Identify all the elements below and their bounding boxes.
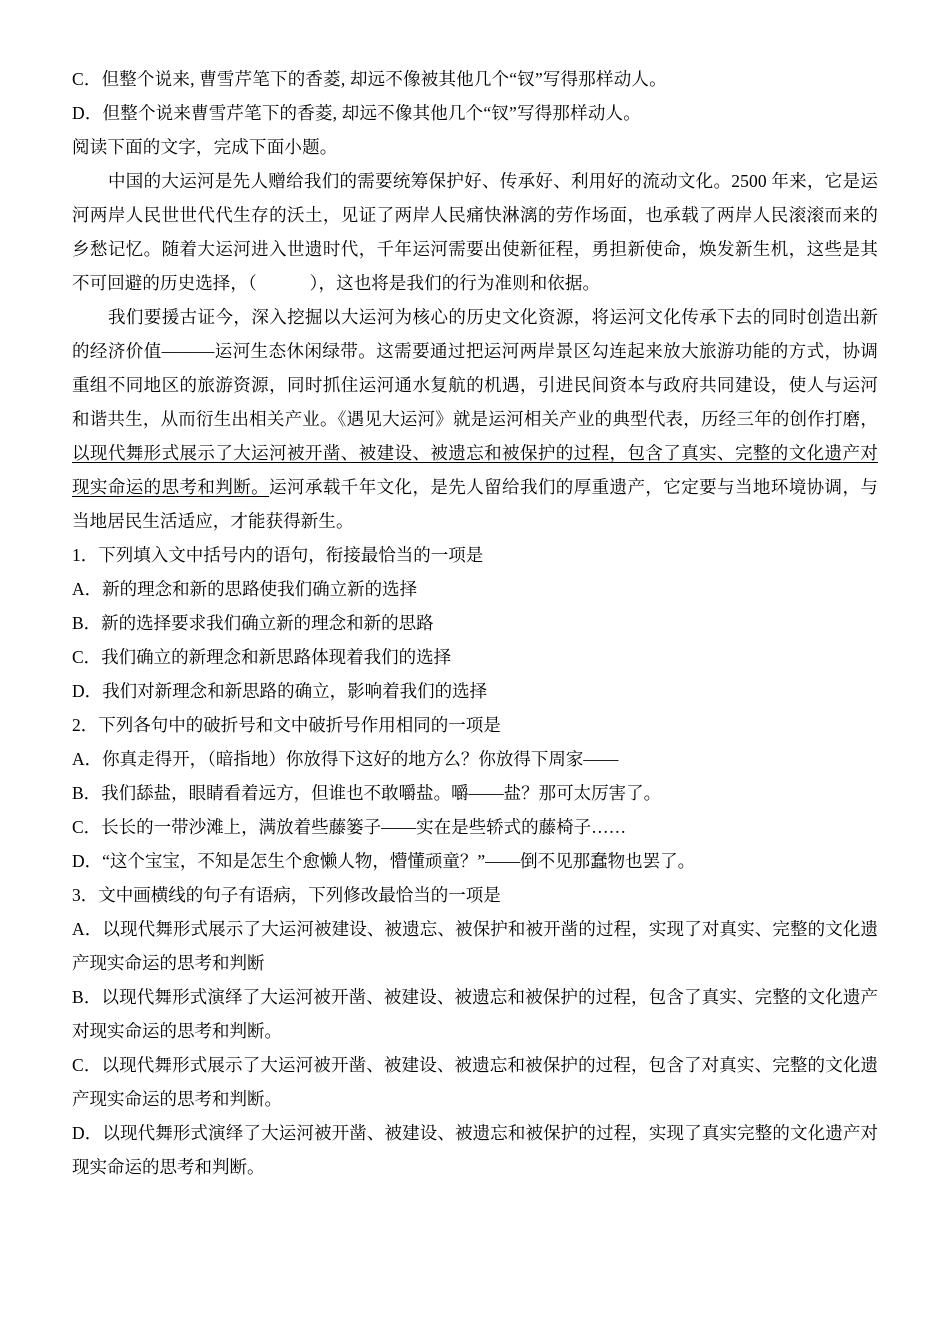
top-option-d: D．但整个说来曹雪芹笔下的香菱, 却远不像其他几个“钗”写得那样动人。 — [72, 103, 641, 123]
passage-paragraph-2 — [72, 300, 878, 538]
question-1-option-a: A．新的理念和新的思路使我们确立新的选择 — [72, 579, 418, 599]
question-2-option-a: A．你真走得开，（暗指地）你放得下这好的地方么？你放得下周家—— — [72, 749, 619, 769]
reading-instruction: 阅读下面的文字，完成下面小题。 — [72, 137, 338, 157]
question-1-stem — [72, 538, 878, 572]
top-option-c: C．但整个说来, 曹雪芹笔下的香菱, 却远不像被其他几个“钗”写得那样动人。 — [72, 69, 667, 89]
question-2-option-d: D．“这个宝宝，不知是怎生个愈懒人物，懵懂顽童？”——倒不见那蠢物也罢了。 — [72, 851, 696, 871]
passage-paragraph-2-after: 运河承载千年文化，是先人留给我们的厚重遗产，它定要与当地环境协调，与当地居民生活适应，才能获得新生。 — [72, 477, 878, 531]
question-3-option-d: D．以现代舞形式演绎了大运河被开凿、被建设、被遗忘和被保护的过程，实现了真实完整的文化遗产对现实命运的思考和判断。 — [72, 1123, 878, 1177]
passage-paragraph-1: 中国的大运河是先人赠给我们的需要统筹保护好、传承好、利用好的流动文化。2500 年来，它是运河两岸人民世世代代生存的沃土，见证了两岸人民痛快淋漓的劳作场面，也承载了两岸人民滚滚而来的乡愁记忆。随着大运河进入世遗时代，千年运河需要出使新征程，勇担新使命，焕发新生机，这些是其不可回避的历史选择，（ ），这也将是我们的行为准则和依据。 — [72, 171, 878, 293]
passage-paragraph-2-before: 我们要援古证今，深入挖掘以大运河为核心的历史文化资源，将运河文化传承下去的同时创造出新的经济价值———运河生态休闲绿带。这需要通过把运河两岸景区勾连起来放大旅游功能的方式，协调重组不同地区的旅游资源，同时抓住运河通水复航的机遇，引进民间资本与政府共同建设，使人与运河和谐共生，从而衍生出相关产业。《遇见大运河》就是运河相关产业的典型代表，历经三年的创作打磨， — [72, 307, 878, 429]
question-1-number: 1． — [72, 545, 99, 565]
question-3-option-a: A．以现代舞形式展示了大运河被建设、被遗忘、被保护和被开凿的过程，实现了对真实、完整的文化遗产现实命运的思考和判断 — [72, 919, 878, 973]
question-2-text: 下列各句中的破折号和文中破折号作用相同的一项是 — [98, 715, 501, 735]
question-1-option-b: B．新的选择要求我们确立新的理念和新的思路 — [72, 613, 434, 633]
question-3-option-c: C．以现代舞形式展示了大运河被开凿、被建设、被遗忘和被保护的过程，包含了对真实、完整的文化遗产现实命运的思考和判断。 — [72, 1055, 878, 1109]
question-3-number: 3． — [72, 885, 99, 905]
question-2-number: 2． — [72, 715, 99, 735]
passage-underlined-sentence: 以现代舞形式展示了大运河被开凿、被建设、被遗忘和被保护的过程，包含了真实、完整的文化遗产对现实命运的思考和判断。 — [72, 443, 878, 497]
question-2-option-c: C．长长的一带沙滩上，满放着些藤篓子——实在是些轿式的藤椅子…… — [72, 817, 627, 837]
question-2-stem — [72, 708, 878, 742]
question-1-text: 下列填入文中括号内的语句，衔接最恰当的一项是 — [98, 545, 484, 565]
question-3-option-b: B．以现代舞形式演绎了大运河被开凿、被建设、被遗忘和被保护的过程，包含了真实、完整的文化遗产对现实命运的思考和判断。 — [72, 987, 878, 1041]
question-2-option-b: B．我们舔盐，眼睛看着远方，但谁也不敢嚼盐。嚼——盐？那可太厉害了。 — [72, 783, 662, 803]
question-1-option-d: D．我们对新理念和新思路的确立，影响着我们的选择 — [72, 681, 488, 701]
question-3-stem — [72, 878, 878, 912]
question-3-text: 文中画横线的句子有语病，下列修改最恰当的一项是 — [98, 885, 501, 905]
question-1-option-c: C．我们确立的新理念和新思路体现着我们的选择 — [72, 647, 452, 667]
